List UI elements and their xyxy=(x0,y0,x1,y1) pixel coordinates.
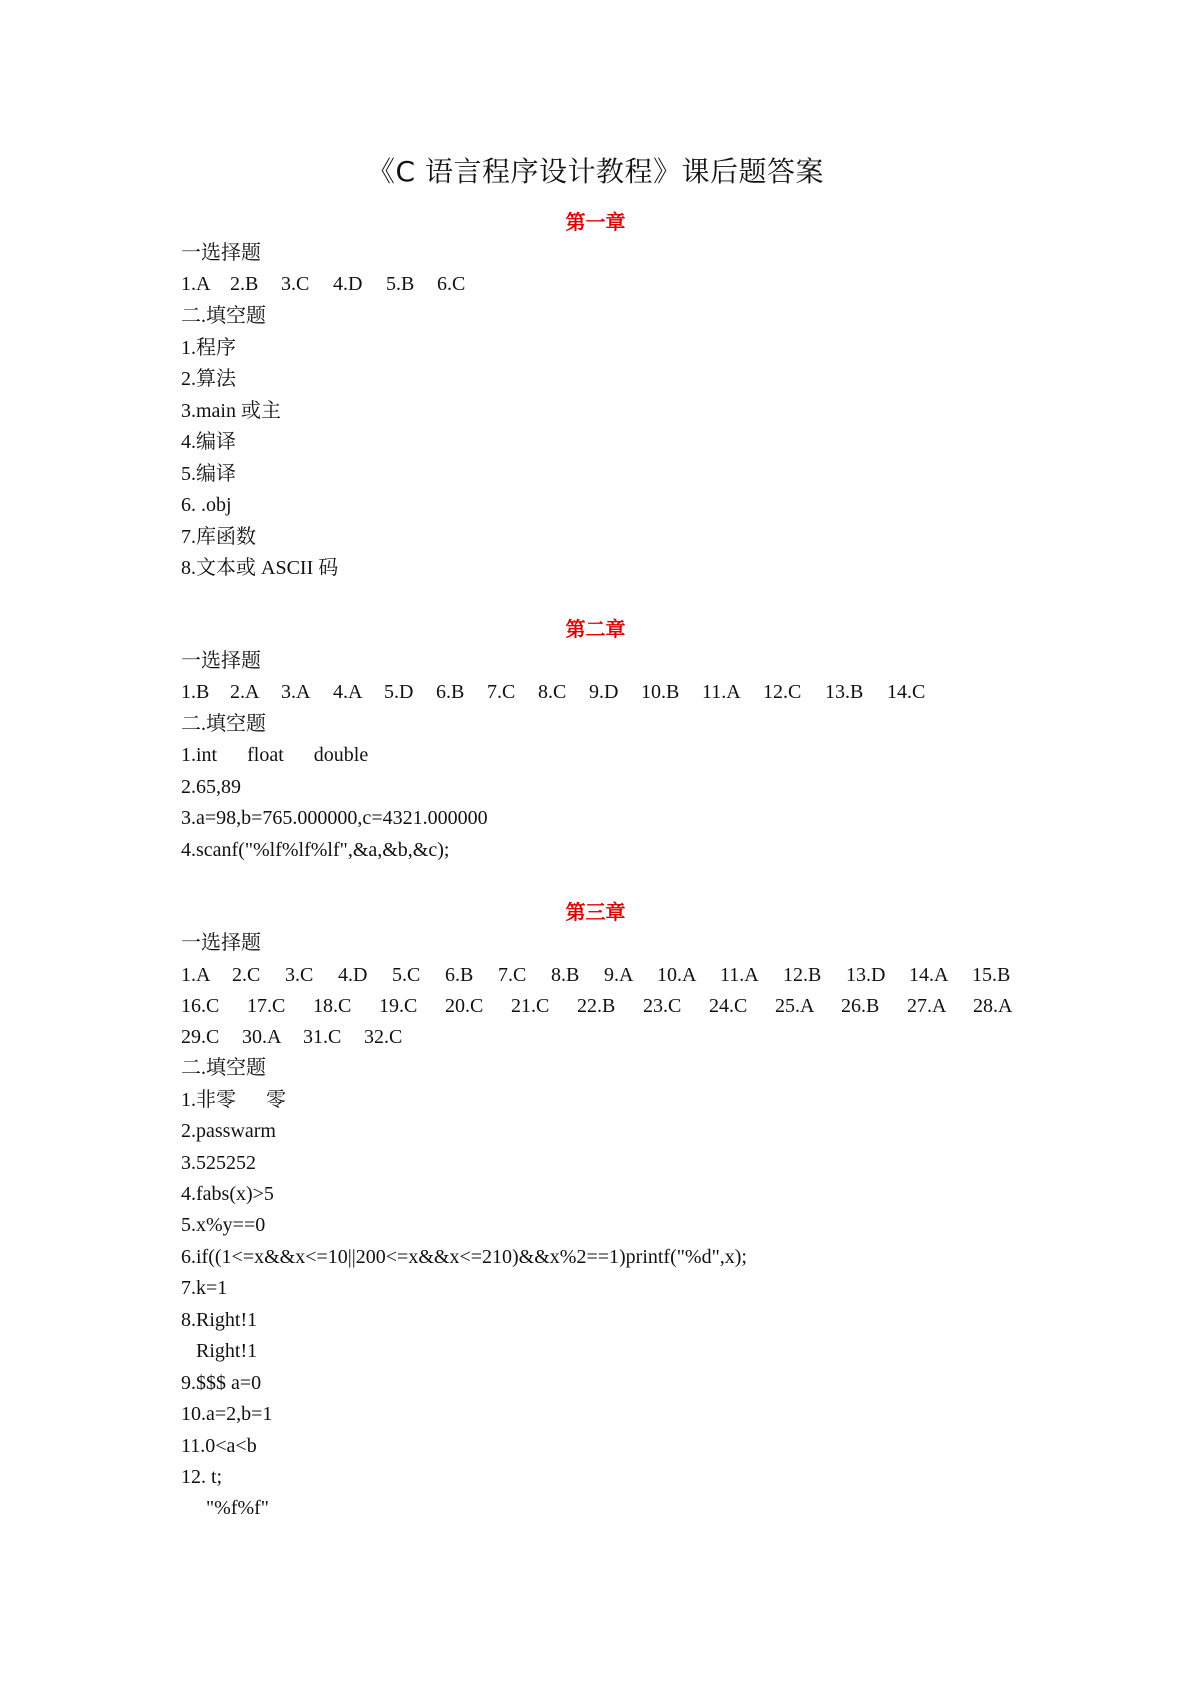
choice-answer: 16.C xyxy=(181,995,220,1017)
choice-answer: 15.B xyxy=(972,964,1011,986)
fill-answer: 5.x%y==0 xyxy=(181,1214,266,1236)
fill-answer: Right!1 xyxy=(181,1340,258,1362)
choice-answer: 4.A xyxy=(333,681,363,703)
choice-answer: 23.C xyxy=(643,995,682,1017)
fill-answer: 7.库函数 xyxy=(181,526,256,548)
choice-answer: 6.B xyxy=(445,964,474,986)
chapter-3-heading: 第三章 xyxy=(565,900,626,924)
fill-answer: 12. t; xyxy=(181,1466,223,1488)
choice-answer: 11.A xyxy=(702,681,741,703)
choice-answer: 5.B xyxy=(386,273,415,295)
choice-answer: 20.C xyxy=(445,995,484,1017)
choice-answer: 5.C xyxy=(392,964,421,986)
choice-answer: 9.D xyxy=(589,681,619,703)
choice-answer: 6.B xyxy=(436,681,465,703)
choice-answer: 18.C xyxy=(313,995,352,1017)
chapter-2-heading: 第二章 xyxy=(565,617,626,641)
choice-answer: 24.C xyxy=(709,995,748,1017)
choice-answer: 17.C xyxy=(247,995,286,1017)
choice-answer: 3.C xyxy=(285,964,314,986)
choice-answer: 27.A xyxy=(907,995,947,1017)
chapter-3-choice-heading: 一选择题 xyxy=(181,932,261,954)
chapter-2-fill-heading: 二.填空题 xyxy=(181,713,266,735)
choice-answer: 13.D xyxy=(846,964,886,986)
choice-answer: 31.C xyxy=(303,1026,342,1048)
fill-answer: 3.a=98,b=765.000000,c=4321.000000 xyxy=(181,807,488,829)
choice-answer: 30.A xyxy=(242,1026,282,1048)
document-title: 《C 语言程序设计教程》课后题答案 xyxy=(367,155,824,188)
chapter-1-choice-heading: 一选择题 xyxy=(181,242,261,264)
chapter-2-choice-heading: 一选择题 xyxy=(181,650,261,672)
choice-answer: 7.C xyxy=(487,681,516,703)
fill-answer: 7.k=1 xyxy=(181,1277,228,1299)
fill-answer: 3.main 或主 xyxy=(181,400,281,422)
choice-answer: 3.C xyxy=(281,273,310,295)
fill-answer: 5.编译 xyxy=(181,463,236,485)
fill-answer: 10.a=2,b=1 xyxy=(181,1403,273,1425)
choice-answer: 26.B xyxy=(841,995,880,1017)
fill-answer: 1.int float double xyxy=(181,744,369,766)
choice-answer: 9.A xyxy=(604,964,634,986)
fill-answer: "%f%f" xyxy=(181,1497,269,1519)
choice-answer: 8.B xyxy=(551,964,580,986)
fill-answer: 2.算法 xyxy=(181,368,236,390)
choice-answer: 3.A xyxy=(281,681,311,703)
choice-answer: 32.C xyxy=(364,1026,403,1048)
choice-answer: 7.C xyxy=(498,964,527,986)
choice-answer: 14.A xyxy=(909,964,949,986)
choice-answer: 12.B xyxy=(783,964,822,986)
fill-answer: 9.$$$ a=0 xyxy=(181,1372,262,1394)
chapter-1-fill-heading: 二.填空题 xyxy=(181,305,266,327)
choice-answer: 8.C xyxy=(538,681,567,703)
fill-answer: 6. .obj xyxy=(181,494,232,516)
fill-answer: 8.Right!1 xyxy=(181,1309,258,1331)
fill-answer: 1.程序 xyxy=(181,337,236,359)
fill-answer: 4.编译 xyxy=(181,431,236,453)
choice-answer: 19.C xyxy=(379,995,418,1017)
fill-answer: 11.0<a<b xyxy=(181,1435,257,1457)
fill-answer: 1.非零 零 xyxy=(181,1089,286,1111)
choice-answer: 12.C xyxy=(763,681,802,703)
choice-answer: 14.C xyxy=(887,681,926,703)
choice-answer: 28.A xyxy=(973,995,1013,1017)
choice-answer: 1.A xyxy=(181,964,211,986)
choice-answer: 2.C xyxy=(232,964,261,986)
chapter-1-heading: 第一章 xyxy=(565,210,626,234)
fill-answer: 2.65,89 xyxy=(181,776,241,798)
choice-answer: 10.B xyxy=(641,681,680,703)
choice-answer: 1.B xyxy=(181,681,210,703)
choice-answer: 21.C xyxy=(511,995,550,1017)
fill-answer: 8.文本或 ASCII 码 xyxy=(181,557,339,579)
choice-answer: 13.B xyxy=(825,681,864,703)
choice-answer: 29.C xyxy=(181,1026,220,1048)
fill-answer: 4.scanf("%lf%lf%lf",&a,&b,&c); xyxy=(181,839,450,861)
chapter-3-fill-heading: 二.填空题 xyxy=(181,1057,266,1079)
choice-answer: 2.A xyxy=(230,681,260,703)
fill-answer: 3.525252 xyxy=(181,1152,256,1174)
choice-answer: 11.A xyxy=(720,964,759,986)
choice-answer: 4.D xyxy=(338,964,368,986)
fill-answer: 2.passwarm xyxy=(181,1120,276,1142)
choice-answer: 22.B xyxy=(577,995,616,1017)
choice-answer: 6.C xyxy=(437,273,466,295)
choice-answer: 1.A xyxy=(181,273,211,295)
choice-answer: 10.A xyxy=(657,964,697,986)
choice-answer: 5.D xyxy=(384,681,414,703)
choice-answer: 4.D xyxy=(333,273,363,295)
choice-answer: 2.B xyxy=(230,273,259,295)
choice-answer: 25.A xyxy=(775,995,815,1017)
fill-answer: 4.fabs(x)>5 xyxy=(181,1183,274,1205)
fill-answer: 6.if((1<=x&&x<=10||200<=x&&x<=210)&&x%2==1)printf("%d",x); xyxy=(181,1246,747,1268)
